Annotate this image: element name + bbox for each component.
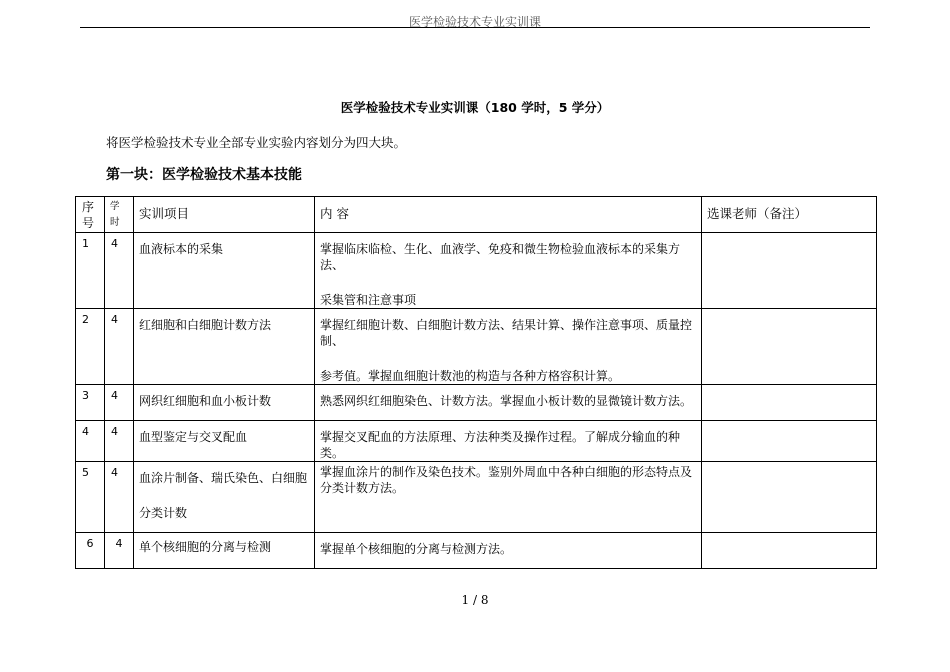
row-content (315, 462, 702, 533)
row-content-line1: 掌握红细胞计数、白细胞计数方法、结果计算、操作注意事项、质量控制、 (320, 318, 693, 348)
row-hours: 4 (105, 385, 134, 421)
row-teacher (702, 533, 877, 569)
header-no (76, 197, 105, 233)
row-item-text: 血型鉴定与交叉配血 (139, 430, 248, 444)
table-row (76, 385, 877, 421)
table-row (76, 233, 877, 309)
row-teacher (702, 462, 877, 533)
row-hours: 4 (105, 421, 134, 462)
row-content-line1: 掌握血涂片的制作及染色技术。鉴别外周血中各种白细胞的形态特点及分类计数方法。 (320, 465, 693, 495)
header-teacher: 选课老师（备注） (702, 197, 877, 233)
header-hours-line1: 学 (110, 201, 120, 212)
row-item-line2: 分类计数 (139, 506, 188, 520)
row-item-text: 血液标本的采集 (139, 242, 224, 256)
running-header: 医学检验技术专业实训课 (408, 15, 541, 29)
table-row (76, 309, 877, 385)
table-row (76, 421, 877, 462)
row-content (315, 233, 702, 309)
row-teacher (702, 421, 877, 462)
course-table (75, 196, 877, 569)
row-item-text: 红细胞和白细胞计数方法 (139, 318, 272, 332)
row-content-line1: 掌握临床临检、生化、血液学、免疫和微生物检验血液标本的采集方法、 (320, 242, 681, 272)
row-content-line1: 掌握单个核细胞的分离与检测方法。 (320, 542, 513, 556)
row-no: 1 (76, 233, 105, 309)
row-content-line2: 参考值。掌握血细胞计数池的构造与各种方格容积计算。 (320, 369, 621, 383)
header-no-line2: 号 (82, 216, 95, 230)
row-teacher (702, 309, 877, 385)
row-content-line1: 掌握交叉配血的方法原理、方法种类及操作过程。了解成分输血的种类。 (320, 430, 681, 460)
table-row (76, 533, 877, 569)
intro-paragraph: 将医学检验技术专业全部专业实验内容划分为四大块。 (106, 135, 407, 150)
row-hours: 4 (105, 462, 134, 533)
page-number: 1 / 8 (461, 593, 489, 607)
row-content-line2: 采集管和注意事项 (320, 293, 417, 307)
header-no-line1: 序 (82, 200, 95, 214)
row-item (134, 533, 315, 569)
row-teacher (702, 385, 877, 421)
row-item-text: 单个核细胞的分离与检测 (139, 540, 272, 554)
section-title: 第一块：医学检验技术基本技能 (106, 167, 302, 183)
header-content: 内 容 (315, 197, 702, 233)
row-no: 4 (76, 421, 105, 462)
header-item: 实训项目 (134, 197, 315, 233)
row-hours: 4 (105, 533, 134, 569)
row-item-line1: 血涂片制备、瑞氏染色、白细胞 (139, 471, 308, 485)
row-content (315, 533, 702, 569)
table-row (76, 462, 877, 533)
row-content (315, 421, 702, 462)
row-no: 5 (76, 462, 105, 533)
row-item (134, 309, 315, 385)
header-hours-line2: 时 (110, 217, 120, 228)
row-item-text: 网织红细胞和血小板计数 (139, 394, 272, 408)
row-no: 3 (76, 385, 105, 421)
row-teacher (702, 233, 877, 309)
row-item (134, 385, 315, 421)
row-content (315, 385, 702, 421)
row-hours: 4 (105, 309, 134, 385)
row-item (134, 462, 315, 533)
header-rule (80, 27, 870, 28)
row-item (134, 421, 315, 462)
row-hours: 4 (105, 233, 134, 309)
row-item (134, 233, 315, 309)
row-no: 2 (76, 309, 105, 385)
header-hours (105, 197, 134, 233)
document-title: 医学检验技术专业实训课（180 学时，5 学分） (340, 100, 610, 115)
row-content-line1: 熟悉网织红细胞染色、计数方法。掌握血小板计数的显微镜计数方法。 (320, 394, 693, 408)
table-header-row (76, 197, 877, 233)
row-content (315, 309, 702, 385)
row-no: 6 (76, 533, 105, 569)
